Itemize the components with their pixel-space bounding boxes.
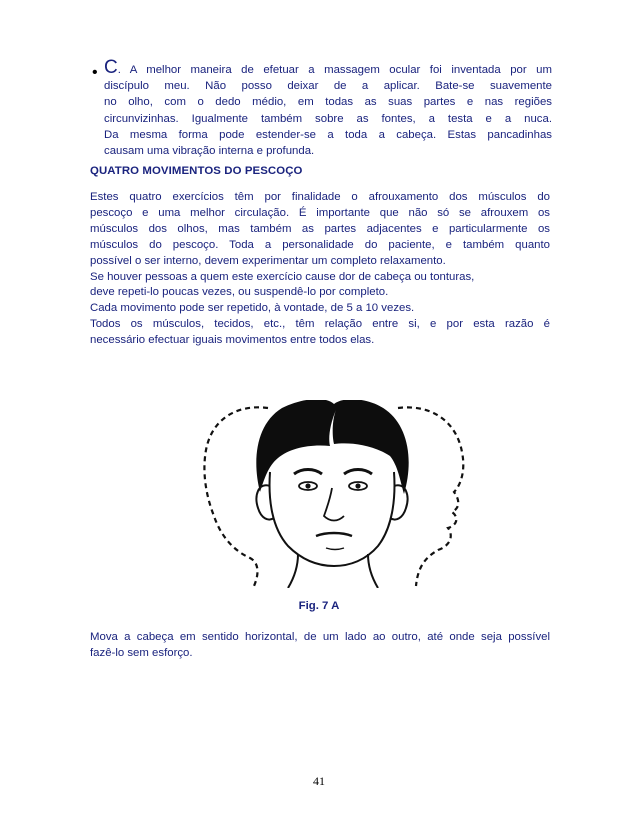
paragraph-line-10: necessário efectuar iguais movimentos entre todos elas. (90, 334, 375, 347)
head-illustration-svg (198, 400, 472, 588)
neck-right (368, 554, 378, 588)
paragraph-line-4: músculos do pescoço. Toda a personalidade do paciente, e também quanto (90, 238, 550, 251)
paragraph-line-1: Estes quatro exercícios têm por finalidade o afrouxamento dos músculos do (90, 191, 550, 203)
paragraph-line-5: possível o ser interno, devem experimentar um completo relaxamento. (90, 254, 446, 267)
bullet-line-1-text: . A melhor maneira de efetuar a massagem ocular foi inventada por um (117, 64, 552, 76)
left-pupil (305, 483, 310, 488)
nose (324, 488, 344, 521)
bullet-line-1 (104, 57, 552, 78)
bullet-item (92, 57, 552, 159)
hair (256, 400, 408, 494)
mouth (316, 533, 352, 536)
page-number: 41 (313, 774, 325, 788)
figure-caption: Fig. 7 A (298, 600, 340, 612)
bullet-initial-letter: C (104, 57, 118, 78)
paragraph-line-3: músculos dos olhos, mas também as partes adjacentes e particularmente os (90, 222, 550, 235)
instruction-paragraph (90, 629, 550, 661)
instruction-line-2: fazê-lo sem esforço. (90, 647, 193, 660)
paragraph-line-2: pescoço e uma melhor circulação. É importante que não só se afrouxem os (90, 206, 550, 219)
paragraph-line-9: Todos os músculos, tecidos, etc., têm relação entre si, e por esta razão é (90, 318, 550, 331)
right-eyebrow (344, 470, 372, 475)
left-eyebrow (294, 470, 322, 475)
paragraph-line-7: deve repeti-lo poucas vezes, ou suspendê-lo por completo. (90, 286, 389, 299)
bullet-line-5: Da mesma forma pode estender-se a toda a cabeça. Estas pancadinhas (104, 128, 552, 141)
body-paragraph (90, 190, 550, 349)
bullet-line-4: circunvizinhas. Igualmente também sobre as fontes, a testa e a nuca. (104, 112, 552, 125)
face-outline (270, 472, 395, 566)
chin-line (326, 548, 344, 550)
bullet-line-6: causam uma vibração interna e profunda. (104, 145, 315, 158)
left-dashed-profile (204, 407, 268, 586)
section-heading: QUATRO MOVIMENTOS DO PESCOÇO (90, 165, 303, 177)
bullet-marker: • (92, 64, 98, 81)
bullet-line-2: discípulo meu. Não posso deixar de a aplicar. Bate-se suavemente (104, 80, 552, 93)
right-pupil (355, 483, 360, 488)
paragraph-line-8: Cada movimento pode ser repetido, à vontade, de 5 a 10 vezes. (90, 302, 415, 315)
neck-left (288, 554, 298, 588)
paragraph-line-6: Se houver pessoas a quem este exercício cause dor de cabeça ou tonturas, (90, 270, 475, 283)
instruction-line-1: Mova a cabeça em sentido horizontal, de um lado ao outro, até onde seja possível (90, 631, 550, 643)
head-rotation-illustration (198, 400, 472, 588)
bullet-line-3: no olho, com o dedo médio, em todas as suas partes e nas regiões (104, 96, 552, 109)
